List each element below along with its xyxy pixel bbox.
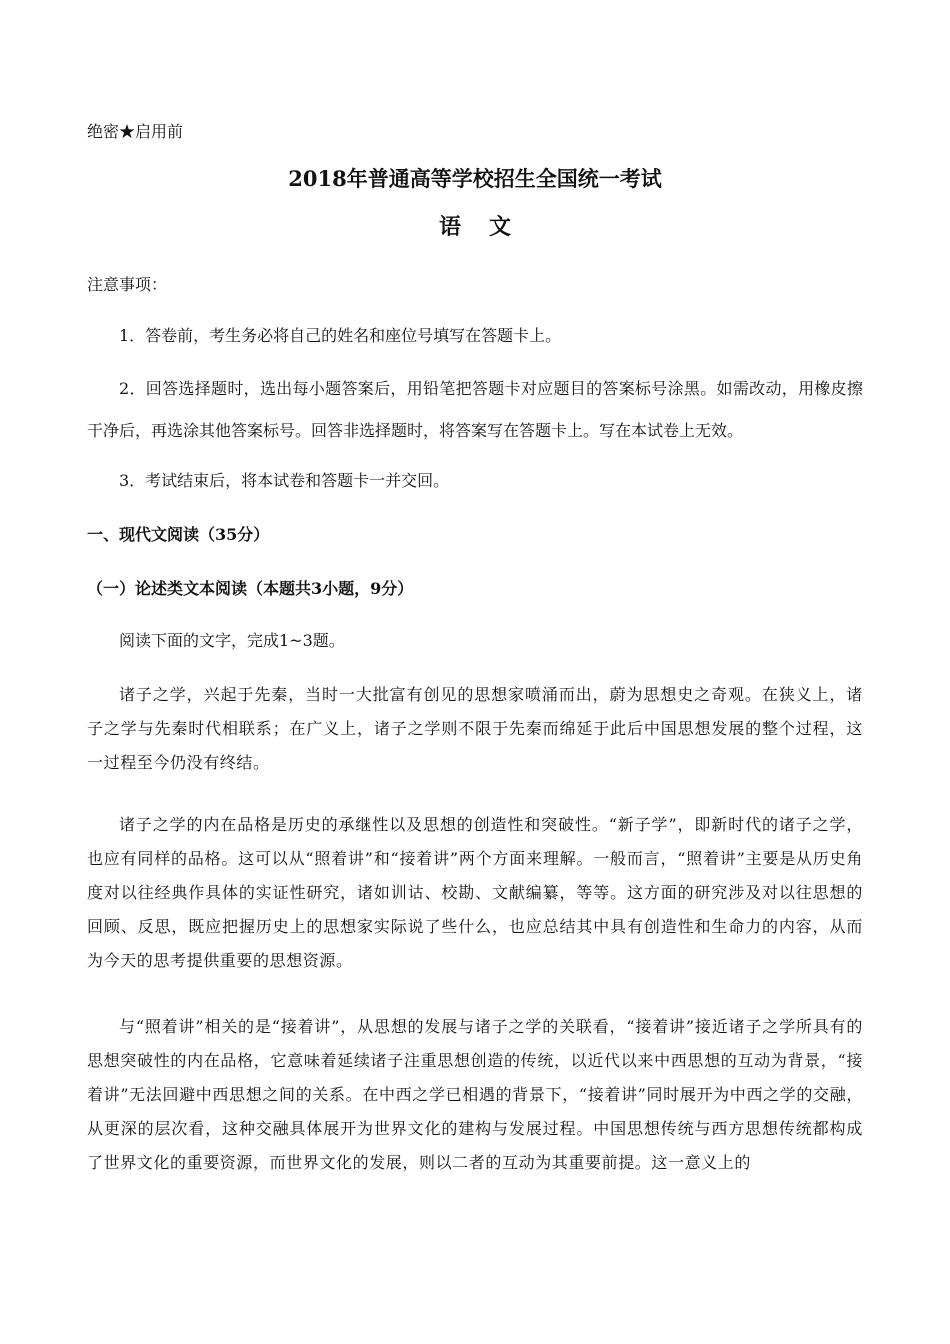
section-heading: 一、现代文阅读（35分）: [87, 525, 270, 544]
notice-item-2: 2．回答选择题时，选出每小题答案后，用铅笔把答题卡对应题目的答案标号涂黑。如需改动，用橡皮擦干净后，再选涂其他答案标号。回答非选择题时，将答案写在答题卡上。写在本试卷上无效。: [87, 379, 863, 440]
passage-paragraph-2: 诸子之学的内在品格是历史的承继性以及思想的创造性和突破性。“新子学”，即新时代的诸子之学，也应有同样的品格。这可以从“照着讲”和“接着讲”两个方面来理解。一般而言，“照着讲”主要是从历史角度对以往经典作具体的实证性研究，诸如训诂、校勘、文献编纂，等等。这方面的研究涉及对以往思想的回顾、反思，既应把握历史上的思想家实际说了些什么，也应总结其中具有创造性和生命力的内容，从而为今天的思考提供重要的思想资源。: [87, 815, 863, 970]
reading-instruction: 阅读下面的文字，完成1~3题。: [119, 631, 345, 650]
subject-title: 语文: [438, 214, 539, 240]
exam-title: 2018年普通高等学校招生全国统一考试: [288, 166, 662, 191]
notice-item-1: 1．答卷前，考生务必将自己的姓名和座位号填写在答题卡上。: [119, 326, 562, 345]
confidential-label: 绝密★启用前: [87, 122, 184, 141]
notice-item-3: 3．考试结束后，将本试卷和答题卡一并交回。: [119, 471, 450, 490]
notice-heading: 注意事项：: [87, 275, 168, 294]
passage-paragraph-3: 与“照着讲”相关的是“接着讲”，从思想的发展与诸子之学的关联看，“接着讲”接近诸子之学所具有的思想突破性的内在品格，它意味着延续诸子注重思想创造的传统，以近代以来中西思想的互动为背景，“接着讲”无法回避中西思想之间的关系。在中西之学已相遇的背景下，“接着讲”同时展开为中西之学的交融，从更深的层次看，这种交融具体展开为世界文化的建构与发展过程。中国思想传统与西方思想传统都构成了世界文化的重要资源，而世界文化的发展，则以二者的互动为其重要前提。这一意义上的: [87, 1017, 863, 1172]
subsection-heading: （一）论述类文本阅读（本题共3小题，9分）: [87, 579, 414, 598]
passage-paragraph-1: 诸子之学，兴起于先秦，当时一大批富有创见的思想家喷涌而出，蔚为思想史之奇观。在狭义上，诸子之学与先秦时代相联系；在广义上，诸子之学则不限于先秦而绵延于此后中国思想发展的整个过程，这一过程至今仍没有终结。: [87, 685, 863, 772]
